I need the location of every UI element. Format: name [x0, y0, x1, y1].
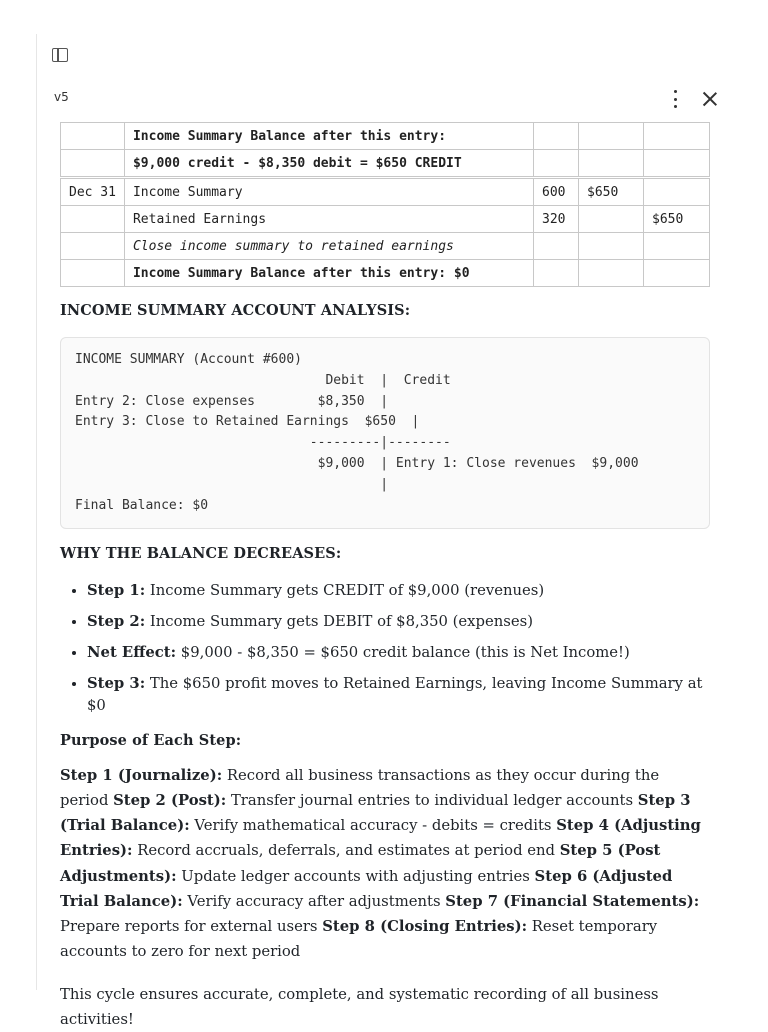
debit-cell: $650 — [579, 178, 644, 206]
list-item-text: The $650 profit moves to Retained Earnings, leaving Income Summary at $0 — [87, 674, 703, 714]
version-label: v5 — [54, 90, 69, 104]
sidebar-toggle-icon[interactable] — [52, 48, 68, 62]
debit-cell — [579, 233, 644, 260]
journal-table — [60, 122, 710, 287]
date-cell — [61, 123, 125, 150]
debit-cell — [579, 150, 644, 178]
ref-cell: 600 — [534, 178, 579, 206]
table-row — [61, 233, 710, 260]
credit-cell: $650 — [644, 206, 710, 233]
list-item-label: Net Effect: — [87, 643, 177, 661]
step-label: Step 2 (Post): — [113, 791, 227, 809]
debit-cell — [579, 123, 644, 150]
list-item-label: Step 3: — [87, 674, 146, 692]
debit-cell — [579, 206, 644, 233]
code-content: INCOME SUMMARY (Account #600) Debit | Credit Entry 2: Close expenses $8,350 | Entry 3: Close to Retained Earnings $650 | ---------|-------- $9,000 | Entry 1: Close revenues $9,000 | Final Balance: $0 — [75, 352, 639, 513]
step-text: Verify accuracy after adjustments — [182, 892, 446, 910]
description-cell: Income Summary — [124, 178, 533, 206]
closing-text: This cycle ensures accurate, complete, and systematic recording of all business activities! — [60, 986, 659, 1029]
steps-paragraph — [60, 763, 710, 965]
more-options-icon[interactable] — [668, 90, 682, 108]
description-cell: $9,000 credit - $8,350 debit = $650 CREDIT — [124, 150, 533, 178]
code-block — [60, 337, 710, 529]
step-label: Step 5 (Post Adjustments): — [60, 842, 661, 885]
analysis-heading: INCOME SUMMARY ACCOUNT ANALYSIS: — [60, 302, 411, 319]
artifact-content — [60, 122, 710, 1032]
description-cell: Income Summary Balance after this entry: $0 — [124, 260, 533, 287]
step-label: Step 6 (Adjusted Trial Balance): — [60, 867, 673, 910]
table-row — [61, 123, 710, 150]
step-text: Record accruals, deferrals, and estimates at period end — [132, 842, 560, 860]
step-label: Step 4 (Adjusting Entries): — [60, 817, 701, 860]
panel-border — [36, 34, 37, 990]
table-row — [61, 260, 710, 287]
date-cell — [61, 150, 125, 178]
step-label: Step 8 (Closing Entries): — [322, 917, 528, 935]
date-cell — [61, 206, 125, 233]
list-item-label: Step 1: — [87, 582, 146, 600]
table-row — [61, 150, 710, 178]
ref-cell — [534, 150, 579, 178]
credit-cell — [644, 150, 710, 178]
why-list — [60, 580, 710, 716]
purpose-heading: Purpose of Each Step: — [60, 731, 242, 749]
list-item-text: $9,000 - $8,350 = $650 credit balance (this is Net Income!) — [176, 643, 630, 661]
description-cell: Income Summary Balance after this entry: — [124, 123, 533, 150]
table-row — [61, 206, 710, 233]
ref-cell — [534, 233, 579, 260]
credit-cell — [644, 123, 710, 150]
list-item-text: Income Summary gets CREDIT of $9,000 (revenues) — [145, 582, 545, 600]
description-cell: Retained Earnings — [124, 206, 533, 233]
list-item — [87, 673, 710, 717]
list-item — [87, 580, 710, 602]
close-icon[interactable] — [702, 91, 718, 107]
credit-cell — [644, 260, 710, 287]
step-label: Step 3 (Trial Balance): — [60, 791, 691, 835]
step-text: Record all business transactions as they occur during the period — [60, 766, 660, 809]
step-text: Reset temporary accounts to zero for next period — [60, 917, 658, 961]
ref-cell: 320 — [534, 206, 579, 233]
credit-cell — [644, 178, 710, 206]
list-item — [87, 611, 710, 633]
description-cell: Close income summary to retained earnings — [124, 233, 533, 260]
table-row — [61, 178, 710, 206]
date-cell — [61, 233, 125, 260]
debit-cell — [579, 260, 644, 287]
step-text: Prepare reports for external users — [60, 917, 323, 935]
step-text: Verify mathematical accuracy - debits = credits — [189, 817, 557, 835]
step-text: Transfer journal entries to individual ledger accounts — [226, 791, 638, 809]
list-item — [87, 642, 710, 664]
list-item-text: Income Summary gets DEBIT of $8,350 (expenses) — [145, 613, 533, 631]
date-cell — [61, 260, 125, 287]
list-item-label: Step 2: — [87, 613, 146, 631]
step-label: Step 1 (Journalize): — [60, 766, 223, 784]
step-text: Update ledger accounts with adjusting entries — [176, 867, 535, 885]
credit-cell — [644, 233, 710, 260]
why-heading: WHY THE BALANCE DECREASES: — [60, 545, 342, 563]
ref-cell — [534, 123, 579, 150]
date-cell: Dec 31 — [61, 178, 125, 206]
ref-cell — [534, 260, 579, 287]
step-label: Step 7 (Financial Statements): — [445, 892, 700, 910]
